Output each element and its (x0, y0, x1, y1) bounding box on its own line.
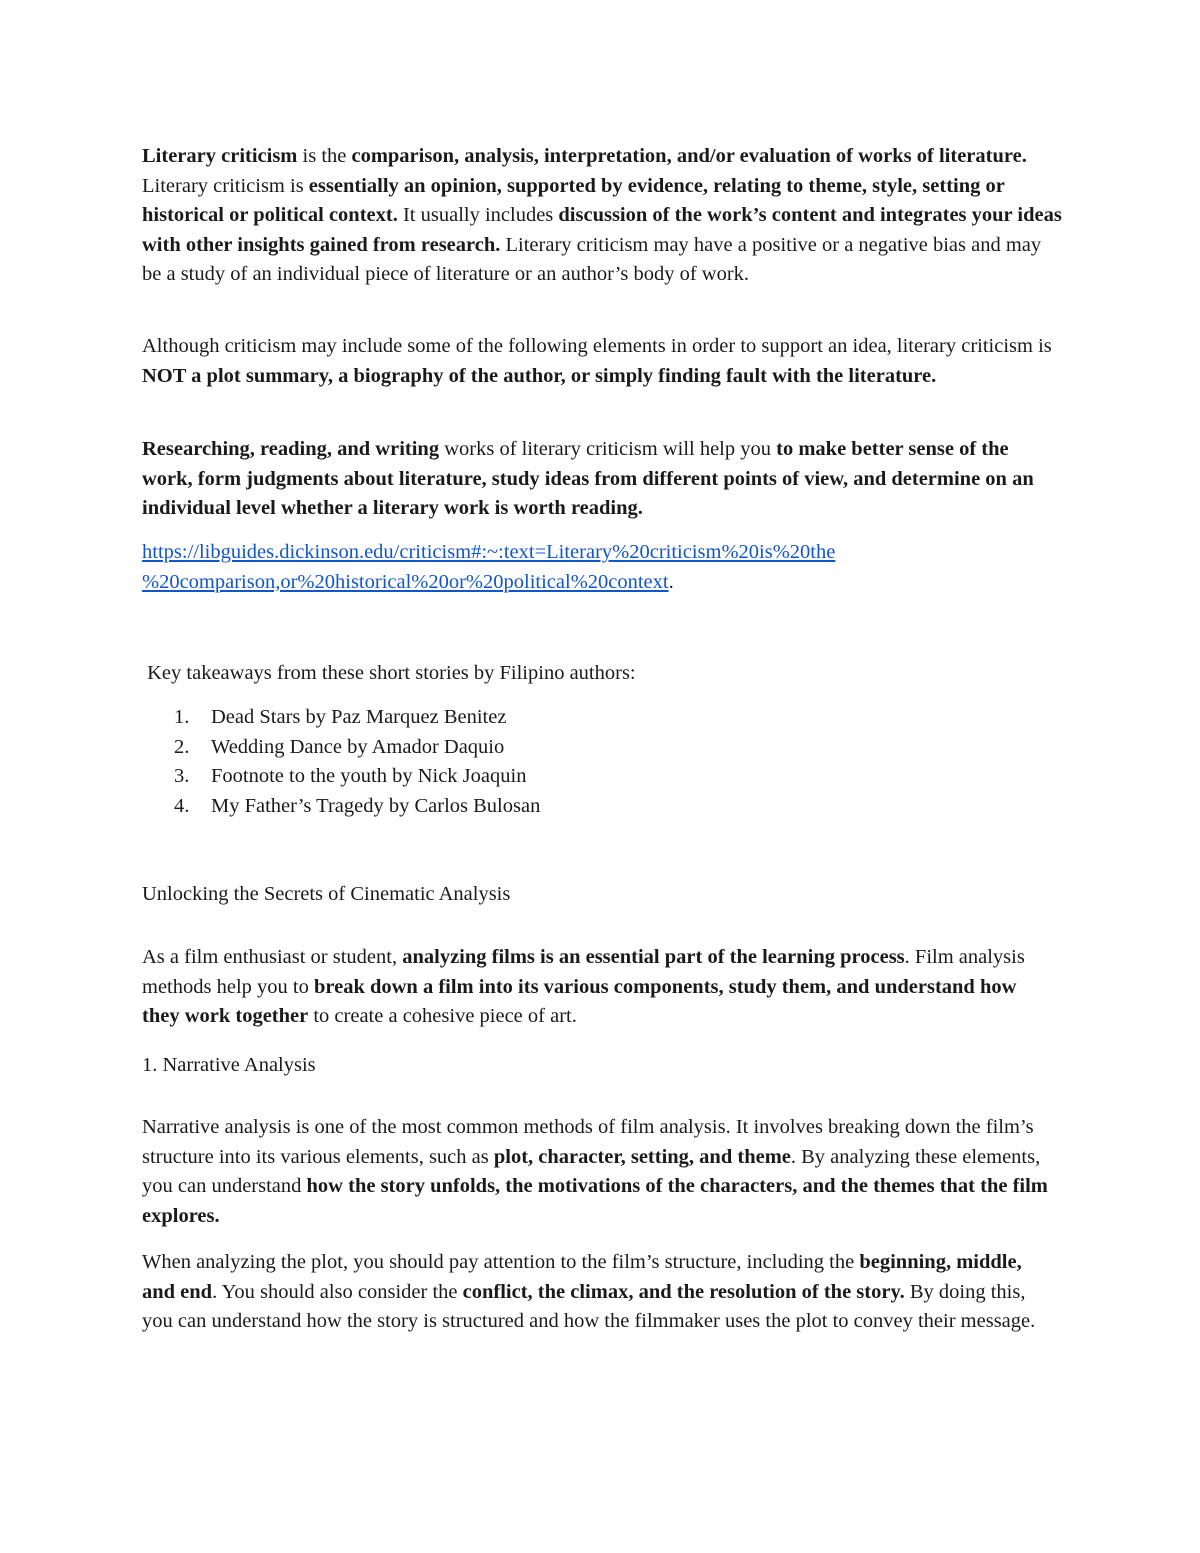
list-item-number: 4. (174, 794, 190, 817)
text-run: . You should also consider the (212, 1280, 463, 1303)
source-link-paragraph (142, 538, 1062, 597)
literary-criticism-not-paragraph (142, 332, 1062, 391)
list-item-text: Wedding Dance by Amador Daquio (211, 735, 505, 758)
narrative-analysis-heading: 1. Narrative Analysis (142, 1054, 316, 1076)
bold-text-run: analyzing films is an essential part of the learning process (402, 946, 905, 968)
bold-text-run: Researching, reading, and writing (142, 438, 440, 460)
text-run: It usually includes (397, 204, 559, 226)
bold-text-run: break down a film into its various components, study them, and understand how they work together (142, 975, 1017, 1027)
bold-text-run: beginning, middle, and end (142, 1251, 1022, 1303)
text-run: works of literary criticism will help you (439, 438, 777, 460)
list-item-number: 1. (174, 706, 190, 728)
text-run: Narrative analysis is one of the most common methods of film analysis. It involves breaking down the film’s structure into its various elements, such as (142, 1116, 1034, 1168)
list-item-number: 2. (174, 735, 190, 758)
list-item-text: Dead Stars by Paz Marquez Benitez (211, 706, 507, 728)
literary-criticism-definition-paragraph (142, 142, 1062, 290)
source-link-line-2: %20comparison,or%20historical%20or%20political%20context (142, 570, 669, 593)
text-run: . Film analysis methods help you to (142, 946, 1025, 998)
text-run: to create a cohesive piece of art. (308, 1005, 577, 1027)
text-run: Literary criticism is (142, 174, 309, 197)
list-item (142, 703, 1042, 733)
list-item (142, 762, 1042, 792)
text-run: is the (297, 145, 352, 167)
text-run: Literary criticism may have a positive or a negative bias and may be a study of an individual piece of literature or an author’s body of work. (142, 233, 1042, 285)
text-run: . By analyzing these elements, you can understand (142, 1145, 1041, 1197)
source-link-line-1: https://libguides.dickinson.edu/criticism#:~:text=Literary%20criticism%20is%20the (142, 541, 836, 563)
list-item-text: Footnote to the youth by Nick Joaquin (211, 765, 527, 787)
text-run: Although criticism may include some of the following elements in order to support an idea, literary criticism is (142, 335, 1052, 357)
text-run: When analyzing the plot, you should pay attention to the film’s structure, including the (142, 1251, 860, 1273)
bold-text-run: discussion of the work’s content and integrates your ideas with other insights gained from research. (142, 204, 1062, 256)
bold-text-run: NOT a plot summary, a biography of the author, or simply finding fault with the literature. (142, 364, 937, 387)
bold-text-run: how the story unfolds, the motivations of the characters, and the themes that the film explores. (142, 1175, 1048, 1227)
list-item (142, 733, 1042, 763)
list-item-number: 3. (174, 765, 190, 787)
short-stories-list (142, 703, 1042, 821)
bold-text-run: conflict, the climax, and the resolution of the story. (462, 1280, 905, 1303)
key-takeaways-intro: Key takeaways from these short stories by Filipino authors: (142, 662, 636, 684)
cinematic-analysis-heading: Unlocking the Secrets of Cinematic Analysis (142, 883, 511, 905)
bold-text-run: Literary criticism (142, 145, 298, 167)
list-item (142, 792, 1042, 822)
bold-text-run: comparison, analysis, interpretation, and/or evaluation of works of literature. (351, 145, 1027, 167)
source-link[interactable] (142, 541, 835, 593)
narrative-analysis-paragraph (142, 1113, 1062, 1231)
source-link-trailing-period: . (668, 570, 674, 593)
bold-text-run: to make better sense of the work, form judgments about literature, study ideas from different points of view, and determine on an individual level whether a literary work is worth reading. (142, 438, 1034, 519)
text-run: By doing this, you can understand how the story is structured and how the filmmaker uses the plot to convey their message. (142, 1280, 1036, 1332)
list-item-text: My Father’s Tragedy by Carlos Bulosan (211, 794, 541, 817)
film-analysis-intro-paragraph (142, 943, 1042, 1032)
researching-benefits-paragraph (142, 435, 1062, 524)
bold-text-run: plot, character, setting, and theme (493, 1145, 791, 1168)
plot-analysis-paragraph (142, 1248, 1047, 1337)
text-run: As a film enthusiast or student, (142, 946, 403, 968)
bold-text-run: essentially an opinion, supported by evidence, relating to theme, style, setting or historical or political context. (142, 174, 1005, 226)
